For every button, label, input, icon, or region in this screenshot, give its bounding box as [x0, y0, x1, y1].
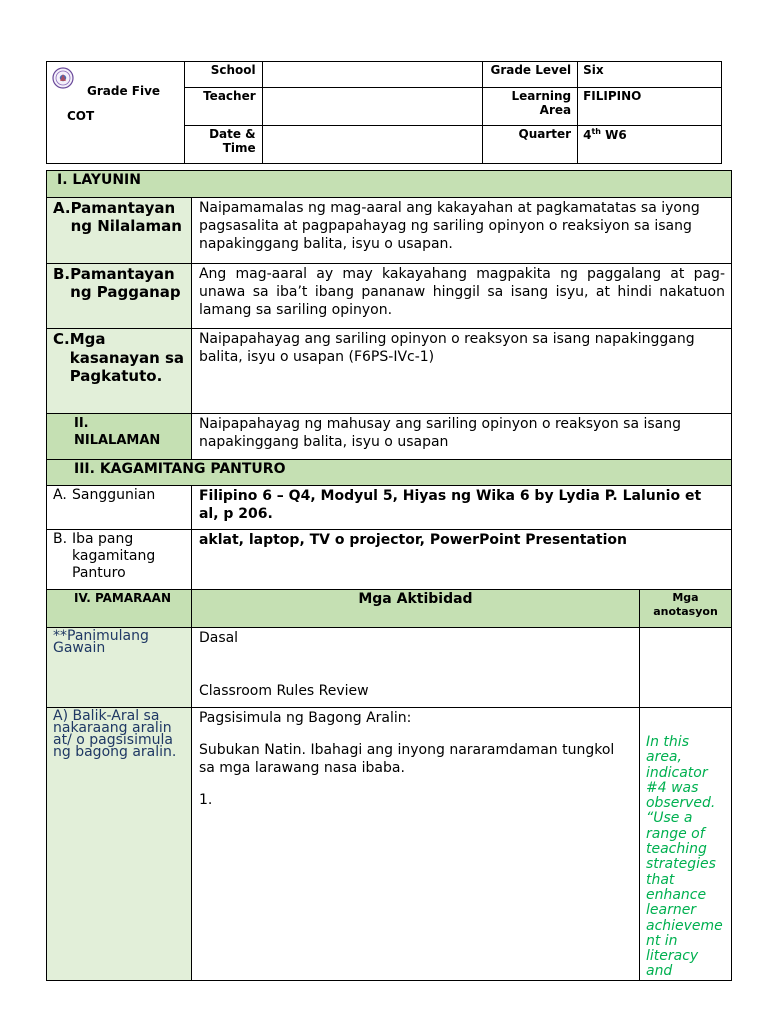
- quarter-value[interactable]: 4th W6: [578, 126, 722, 164]
- learning-area-label: Learning Area: [483, 88, 578, 126]
- balik-aral-label: A) Balik-Aral sa nakaraang aralin at/ o pagsisimula ng bagong aralin.: [47, 708, 192, 981]
- panimulang-gawain-notes: [639, 628, 731, 708]
- title-cell: [47, 62, 185, 164]
- objective-a-label: A. Pamantayan ng Nilalaman: [47, 198, 192, 264]
- nilalaman-label: II. NILALAMAN: [47, 414, 192, 460]
- activities-column-header: Mga Aktibidad: [191, 590, 639, 628]
- objective-c-text: Naipapahayag ang sariling opinyon o reaksyon sa isang napakinggang balita, isyu o usapan (F6PS-IVc-1): [191, 329, 731, 414]
- quarter-label: Quarter: [483, 126, 578, 164]
- teacher-label: Teacher: [184, 88, 262, 126]
- school-value[interactable]: [262, 62, 483, 88]
- sanggunian-text: Filipino 6 – Q4, Modyul 5, Hiyas ng Wika 6 by Lydia P. Lalunio et al, p 206.: [191, 486, 731, 530]
- panimulang-gawain-label: **Panimulang Gawain: [47, 628, 192, 708]
- sanggunian-label: A. Sanggunian: [47, 486, 192, 530]
- date-label: Date & Time: [184, 126, 262, 164]
- balik-aral-note: In this area, indicator #4 was observed. “Use a range of teaching strategies that enhance learner achieveme nt in literacy and: [639, 708, 731, 981]
- grade-level-label: Grade Level: [483, 62, 578, 88]
- nilalaman-text: Naipapahayag ng mahusay ang sariling opinyon o reaksyon sa isang napakinggang balita, isyu o usapan: [191, 414, 731, 460]
- grade-level-value[interactable]: Six: [578, 62, 722, 88]
- date-value[interactable]: [262, 126, 483, 164]
- iba-pang-kagamitan-text: aklat, laptop, TV o projector, PowerPoint Presentation: [191, 530, 731, 590]
- title-line2: COT: [67, 109, 95, 123]
- teacher-value[interactable]: [262, 88, 483, 126]
- objective-b-label: B. Pamantayan ng Pagganap: [47, 264, 192, 329]
- objective-a-text: Naipamamalas ng mag-aaral ang kakayahan at pagkamatatas sa iyong pagsasalita at pagpapahayag ng sariling opinyon o reaksiyon sa isang napakinggang balita, isyu o usapan.: [191, 198, 731, 264]
- objective-b-text: Ang mag-aaral ay may kakayahang magpakita ng paggalang at pag-unawa sa iba’t ibang pananaw hinggil sa isang isyu, at hindi nakatuon lamang sa sariling opinyon.: [191, 264, 731, 329]
- header-table: [46, 61, 722, 164]
- school-label: School: [184, 62, 262, 88]
- notes-column-header: Mga anotasyon: [639, 590, 731, 628]
- learning-area-value[interactable]: FILIPINO: [578, 88, 722, 126]
- iba-pang-kagamitan-label: B. Iba pang kagamitang Panturo: [47, 530, 192, 590]
- lesson-plan-table: [46, 170, 732, 981]
- section-kagamitan-heading: III. KAGAMITANG PANTURO: [47, 460, 732, 486]
- objective-c-label: C. Mga kasanayan sa Pagkatuto.: [47, 329, 192, 414]
- section-layunin-heading: I. LAYUNIN: [47, 171, 732, 198]
- title-line1: Grade Five: [87, 84, 161, 98]
- pamaraan-heading: IV. PAMARAAN: [47, 590, 192, 628]
- deped-seal-icon: [52, 67, 74, 89]
- panimulang-gawain-activities: Dasal Classroom Rules Review: [191, 628, 639, 708]
- balik-aral-activities: Pagsisimula ng Bagong Aralin: Subukan Natin. Ibahagi ang inyong nararamdaman tungkol sa mga larawang nasa ibaba. 1.: [191, 708, 639, 981]
